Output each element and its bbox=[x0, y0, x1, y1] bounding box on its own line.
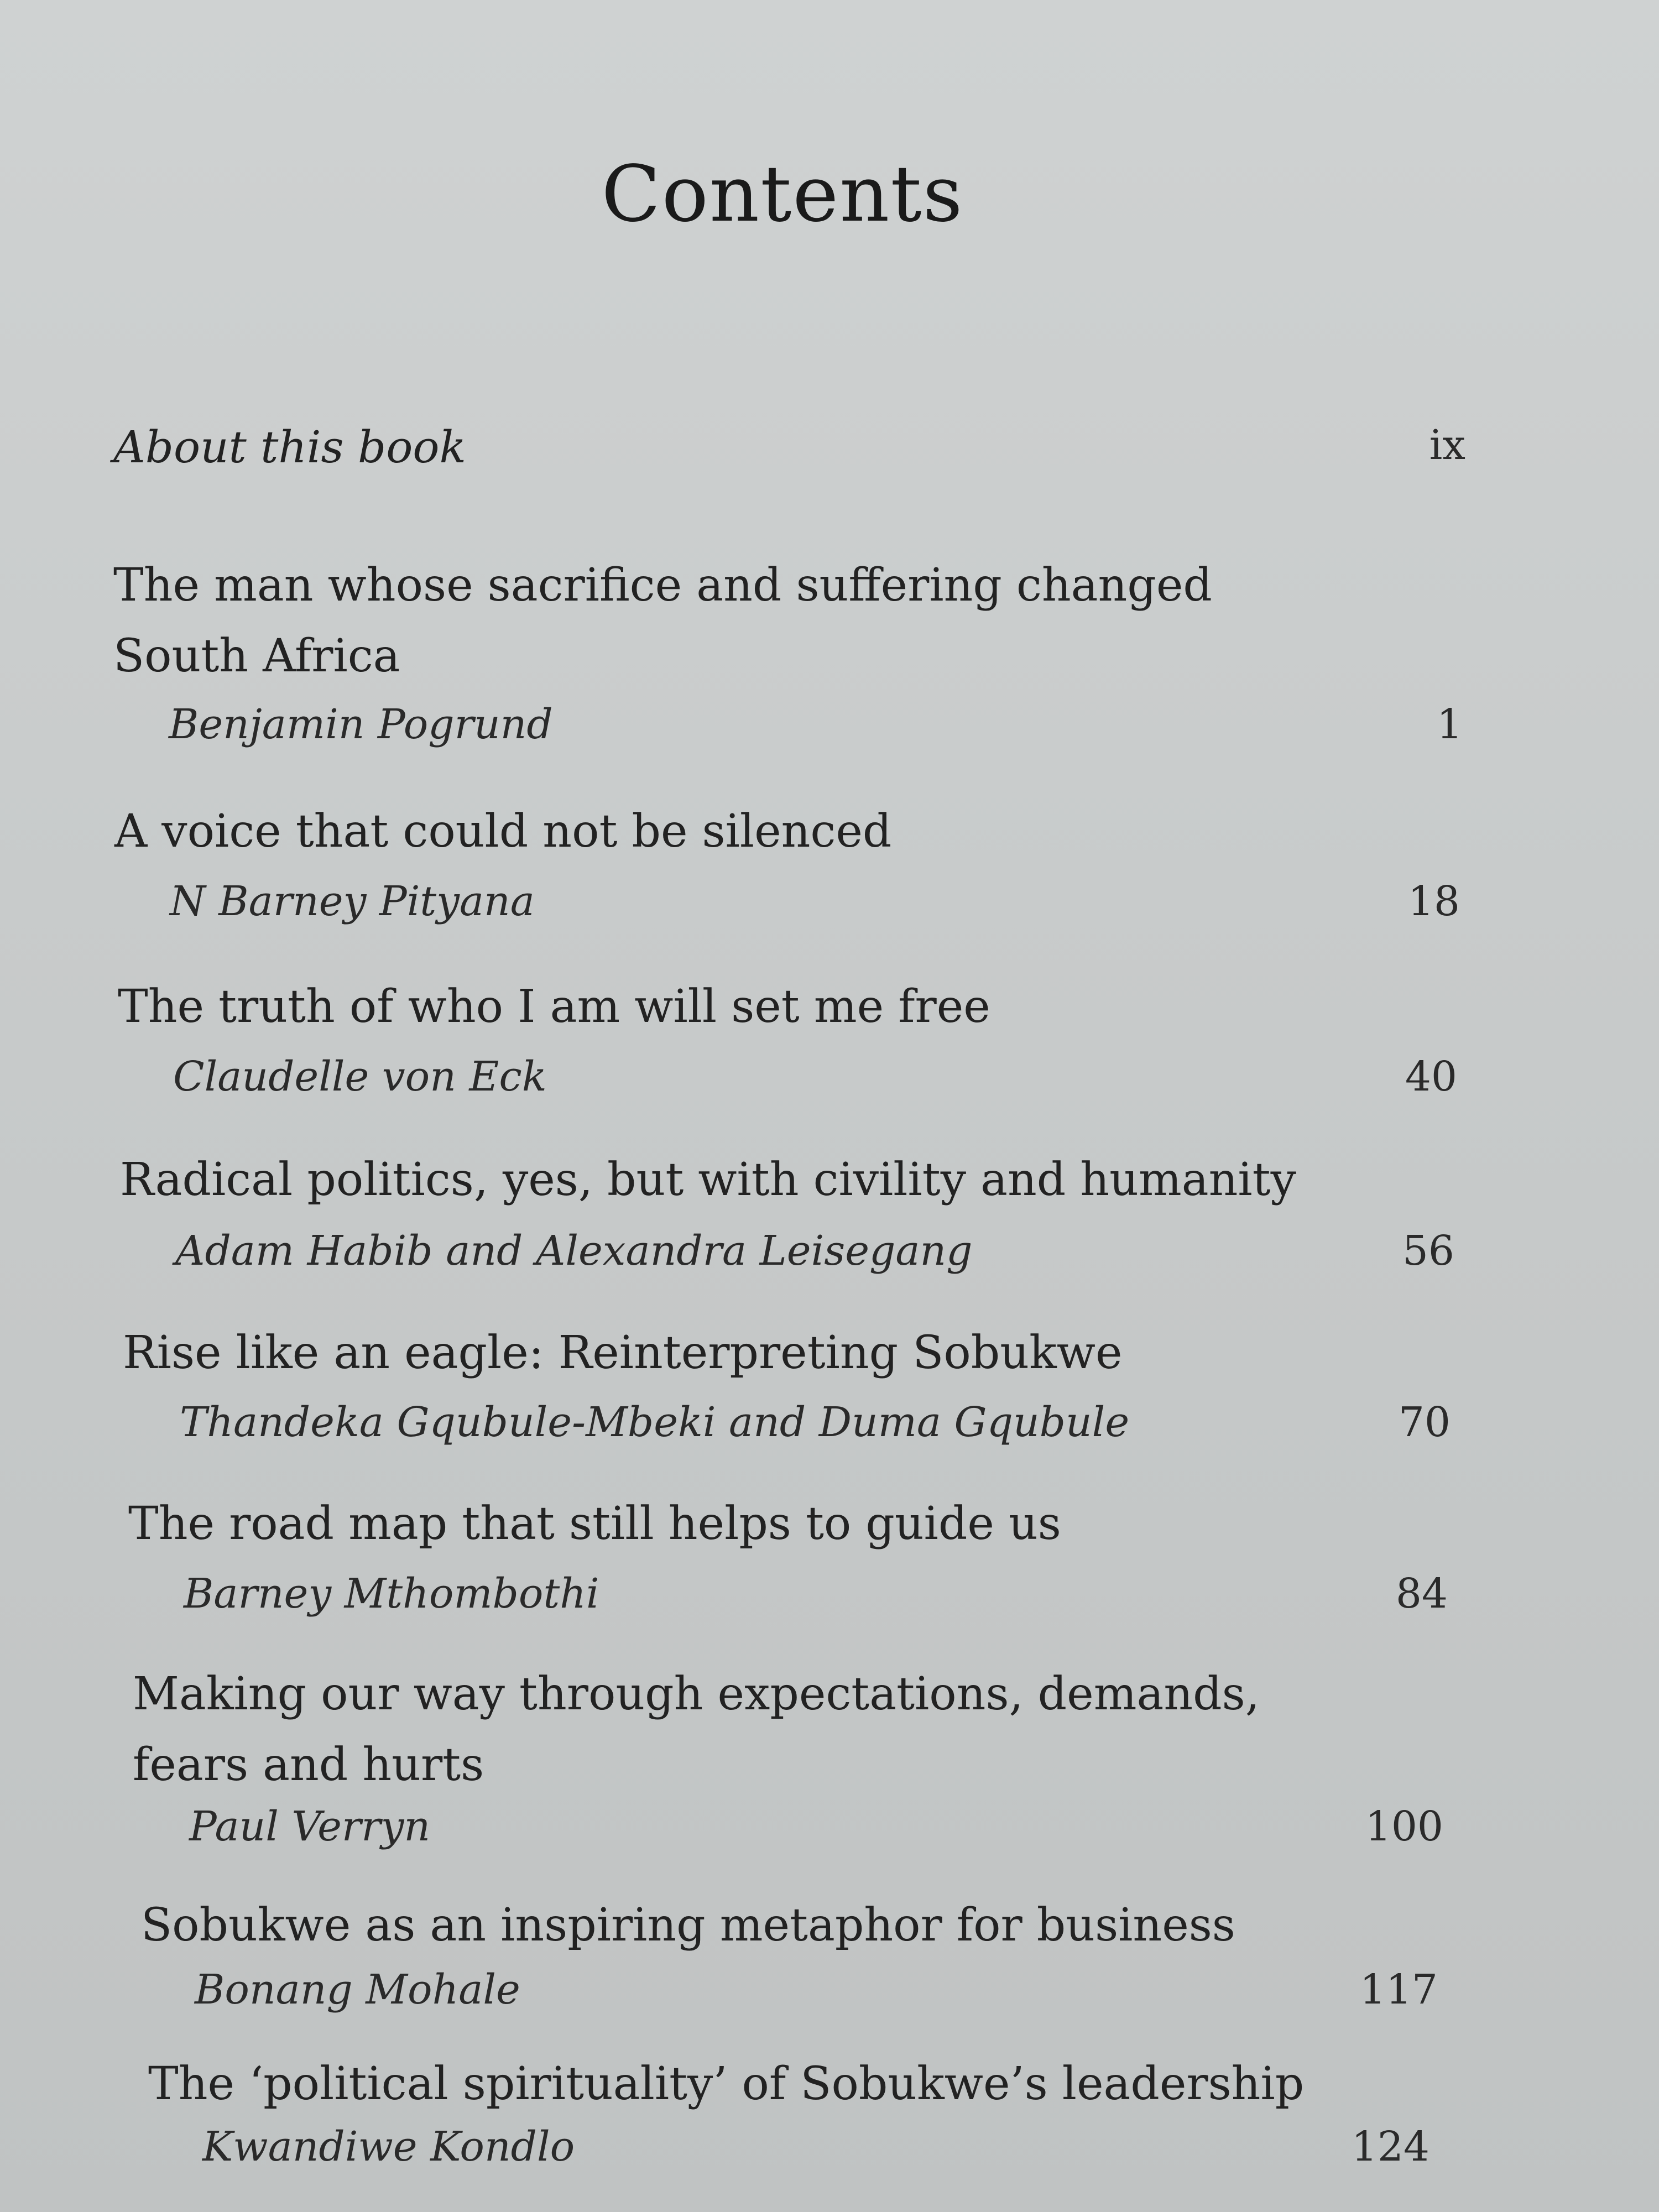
entry-title-line: The man whose sacrifice and suffering changed bbox=[113, 559, 1212, 612]
entry-author: Thandeka Gqubule-Mbeki and Duma Gqubule bbox=[180, 1399, 1130, 1446]
entry-page: 124 bbox=[1351, 2123, 1430, 2171]
toc-entry bbox=[141, 1890, 1235, 1961]
toc-entry bbox=[120, 1145, 1296, 1215]
entry-title-line: The road map that still helps to guide us bbox=[128, 1498, 1061, 1550]
entry-author: Kwandiwe Kondlo bbox=[202, 2123, 575, 2171]
entry-page: 70 bbox=[1398, 1399, 1451, 1446]
toc-entry bbox=[128, 1489, 1061, 1559]
front-matter-title: About this book bbox=[113, 421, 467, 473]
front-matter-page: ix bbox=[1429, 421, 1465, 469]
entry-title-line: South Africa bbox=[113, 630, 400, 682]
toc-entry bbox=[118, 972, 990, 1042]
entry-author: Benjamin Pogrund bbox=[169, 701, 553, 748]
entry-author: Adam Habib and Alexandra Leisegang bbox=[175, 1227, 973, 1275]
toc-entry bbox=[148, 2049, 1304, 2120]
entry-page: 1 bbox=[1436, 701, 1463, 748]
entry-page: 18 bbox=[1407, 878, 1460, 925]
toc-entry bbox=[113, 550, 1212, 692]
entry-page: 84 bbox=[1395, 1570, 1448, 1618]
entry-title-line: The truth of who I am will set me free bbox=[118, 980, 990, 1033]
entry-page: 40 bbox=[1405, 1053, 1457, 1100]
entry-title-line: fears and hurts bbox=[133, 1739, 484, 1791]
entry-title-line: Radical politics, yes, but with civility and humanity bbox=[120, 1154, 1296, 1206]
entry-page: 56 bbox=[1402, 1227, 1454, 1275]
page-title: Contents bbox=[601, 149, 964, 239]
entry-author: Bonang Mohale bbox=[195, 1966, 520, 2013]
entry-title-line: Rise like an eagle: Reinterpreting Sobukwe bbox=[123, 1327, 1123, 1379]
toc-entry bbox=[123, 1318, 1122, 1389]
entry-author: Barney Mthombothi bbox=[184, 1570, 599, 1618]
entry-title-line: A voice that could not be silenced bbox=[114, 805, 892, 858]
front-matter-entry bbox=[113, 412, 466, 483]
entry-page: 117 bbox=[1359, 1966, 1438, 2013]
entry-author: N Barney Pityana bbox=[170, 878, 535, 925]
entry-title-line: Making our way through expectations, demands, bbox=[133, 1668, 1260, 1720]
entry-title-line: Sobukwe as an inspiring metaphor for business bbox=[141, 1899, 1235, 1952]
entry-author: Claudelle von Eck bbox=[173, 1053, 547, 1100]
toc-entry bbox=[133, 1659, 1260, 1801]
entry-page: 100 bbox=[1365, 1803, 1443, 1850]
toc-entry bbox=[114, 796, 891, 867]
entry-author: Paul Verryn bbox=[189, 1803, 431, 1850]
entry-title-line: The ‘political spirituality’ of Sobukwe’s leadership bbox=[148, 2058, 1305, 2110]
